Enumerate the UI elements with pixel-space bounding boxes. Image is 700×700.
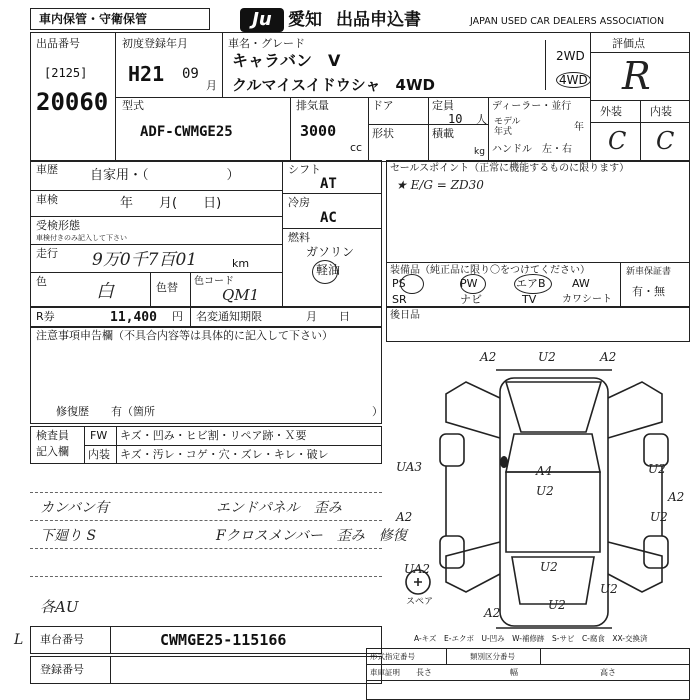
equipment-pw: PW — [460, 277, 478, 290]
mark-left-door: UA3 — [396, 460, 423, 474]
registration-year: H21 — [128, 62, 165, 86]
equipment-airbag-circle — [514, 274, 552, 294]
repair-history-end: ） — [372, 405, 383, 418]
width-label: 幅 — [510, 668, 518, 677]
equipment-airbag: エアB — [516, 277, 546, 290]
designation-label: 形式指定番号 — [370, 652, 415, 661]
chassis-number: CWMGE25-115166 — [160, 631, 287, 649]
mileage-unit: km — [232, 257, 250, 270]
fw-items: キズ・凹み・ヒビ割・リペア跡・Ｘ要 — [120, 429, 307, 442]
shift-label: シフト — [288, 163, 321, 176]
equipment-sr: SR — [392, 293, 407, 306]
mark-front-right: A2 — [600, 350, 617, 364]
history-label: 車歴 — [36, 163, 58, 176]
comment-underbody: 下廻り S — [40, 528, 97, 544]
lot-number: 20060 — [36, 88, 109, 116]
comment-all-au: 各AU — [40, 598, 79, 616]
equipment-navi: ナビ — [460, 293, 482, 306]
fuel-diesel: 軽油 — [316, 263, 341, 277]
mark-rear-glass: U2 — [540, 560, 558, 574]
mark-rear-right: U2 — [600, 582, 618, 596]
name-change-value: 月 日 — [306, 310, 350, 323]
jukou-note: 車検付きのみ記入して下さい — [36, 234, 127, 242]
mark-rear-left: A2 — [484, 606, 501, 620]
fuel-diesel-circle — [312, 260, 341, 284]
inspector-label: 検査員 — [36, 429, 69, 442]
association-name: JAPAN USED CAR DEALERS ASSOCIATION — [470, 16, 665, 27]
category-label: 類別区分番号 — [470, 652, 515, 661]
grade-label: 評価点 — [612, 37, 645, 50]
warranty-label: 新車保証書 — [626, 267, 672, 277]
notes-label: 注意事項申告欄（不具合内容等は具体的に記入して下さい） — [36, 329, 333, 342]
mark-roof: A4 — [536, 464, 553, 478]
color-change-label: 色替 — [156, 281, 178, 294]
shape-label: 形状 — [372, 127, 394, 140]
interior-inspect-items: キズ・汚レ・コゲ・穴・ズレ・キレ・破レ — [120, 448, 329, 461]
type-label: 型式 — [122, 99, 144, 112]
mileage-value: 9万0千7百01 — [92, 250, 198, 270]
registration-month-unit: 月 — [206, 79, 217, 92]
spare-label: スペア — [406, 597, 434, 607]
load-unit: kg — [474, 147, 485, 157]
name-change-label: 名変通知期限 — [196, 310, 262, 323]
jukou-label: 受検形態 — [36, 219, 80, 232]
warranty-value: 有・無 — [632, 285, 665, 298]
form-title: 出品申込書 — [336, 10, 421, 30]
repair-history-label: 修復歴 有（箇所 — [56, 405, 155, 418]
damage-legend: A-キズ E-エクボ U-凹み W-補修跡 S-サビ C-腐食 XX-交換済 — [414, 634, 648, 643]
load-label: 積載 — [432, 127, 454, 140]
sales-point-label: セールスポイント（正常に機能するものに限ります） — [390, 163, 630, 174]
handle-label: ハンドル 左・右 — [492, 144, 572, 155]
registration-number-label: 登録番号 — [40, 663, 84, 676]
cert-label: 車庫証明 — [370, 668, 400, 677]
mileage-label: 走行 — [36, 247, 58, 260]
exterior-grade: C — [608, 127, 627, 155]
equipment-leather-seat: カワシート — [562, 294, 612, 305]
sales-point-note: ★ E/G = ZD30 — [396, 178, 484, 192]
mark-rear-bumper: U2 — [548, 598, 566, 612]
mark-right-door: U2 — [648, 462, 666, 476]
capacity-value: 10 — [448, 112, 463, 126]
lot-sub-number: [2125] — [44, 66, 88, 80]
registration-month: 09 — [182, 66, 199, 82]
storage-box — [30, 8, 210, 30]
displacement-label: 排気量 — [296, 99, 329, 112]
drive-4wd-circled: 4WD — [556, 72, 591, 88]
left-margin-mark: L — [14, 632, 24, 648]
history-value: 自家用・（ ） — [90, 168, 240, 183]
grade-score: R — [622, 54, 651, 98]
displacement-value: 3000 — [300, 122, 337, 140]
year-unit: 年 — [574, 122, 584, 133]
later-items-box — [386, 306, 690, 342]
equipment-ps: PS — [392, 277, 406, 290]
equipment-ps-circle — [400, 274, 424, 294]
mark-right-rear: A2 — [668, 490, 685, 504]
inspector-entry-label: 記入欄 — [36, 445, 69, 458]
mark-roof-u2: U2 — [536, 484, 554, 498]
color-label: 色 — [36, 275, 47, 288]
color-code-value: QM1 — [222, 286, 260, 304]
color-code-label: 色コード — [194, 276, 234, 287]
mark-left-rear: UA2 — [404, 562, 431, 576]
comment-end-panel: エンドパネル 歪み — [216, 500, 342, 516]
model-grade: クルマイスイドウシャ 4WD — [232, 76, 435, 94]
recycle-unit: 円 — [172, 310, 183, 323]
fw-label: FW — [90, 429, 108, 442]
type-value: ADF-CWMGE25 — [140, 124, 233, 140]
ac-label: 冷房 — [288, 196, 310, 209]
model-name: キャラバン V — [232, 51, 341, 70]
mark-front-left: A2 — [480, 350, 497, 364]
shaken-label: 車検 — [36, 193, 58, 206]
equipment-tv: TV — [522, 293, 537, 306]
exterior-label: 外装 — [600, 105, 622, 118]
recycle-label: R券 — [36, 310, 55, 323]
displacement-unit: cc — [350, 141, 363, 154]
equipment-pw-circle — [460, 274, 486, 294]
comment-signboard: カンバン有 — [40, 500, 110, 516]
dealer-label: ディーラー・並行 — [492, 101, 572, 112]
region-name: 愛知 — [288, 10, 322, 30]
recycle-value: 11,400 — [110, 310, 157, 325]
interior-grade: C — [656, 127, 675, 155]
interior-label: 内装 — [650, 105, 672, 118]
interior-inspect-label: 内装 — [88, 448, 110, 461]
color-value: 白 — [96, 281, 114, 302]
model-year-label: モデル 年式 — [494, 117, 521, 137]
equipment-aw: AW — [572, 277, 590, 290]
storage-label: 車内保管・守衛保管 — [39, 12, 148, 26]
drive-2wd: 2WD — [556, 49, 585, 63]
equipment-label: 装備品（純正品に限り〇をつけてください） — [390, 265, 590, 276]
mark-left-side: A2 — [396, 510, 413, 524]
height-label: 高さ — [600, 668, 616, 677]
chassis-label: 車台番号 — [40, 633, 84, 646]
model-label: 車名・グレード — [228, 37, 305, 50]
lot-label: 出品番号 — [36, 37, 80, 50]
fuel-label: 燃料 — [288, 231, 310, 244]
ju-logo: Ju — [240, 8, 284, 32]
fuel-gasoline: ガソリン — [306, 245, 355, 259]
registration-label: 初度登録年月 — [122, 37, 188, 50]
shaken-value: 年 月( 日) — [120, 196, 222, 211]
length-label: 長さ — [416, 668, 432, 677]
capacity-unit: 人 — [476, 113, 487, 126]
mark-front-center: U2 — [538, 350, 556, 364]
capacity-label: 定員 — [432, 99, 454, 112]
door-label: ドア — [372, 99, 394, 112]
ac-value: AC — [320, 210, 337, 226]
later-items-label: 後日品 — [390, 310, 420, 321]
comment-cross-member: Fクロスメンバー 歪み 修復 — [216, 528, 407, 544]
shift-value: AT — [320, 176, 337, 192]
mark-right-side: U2 — [650, 510, 668, 524]
